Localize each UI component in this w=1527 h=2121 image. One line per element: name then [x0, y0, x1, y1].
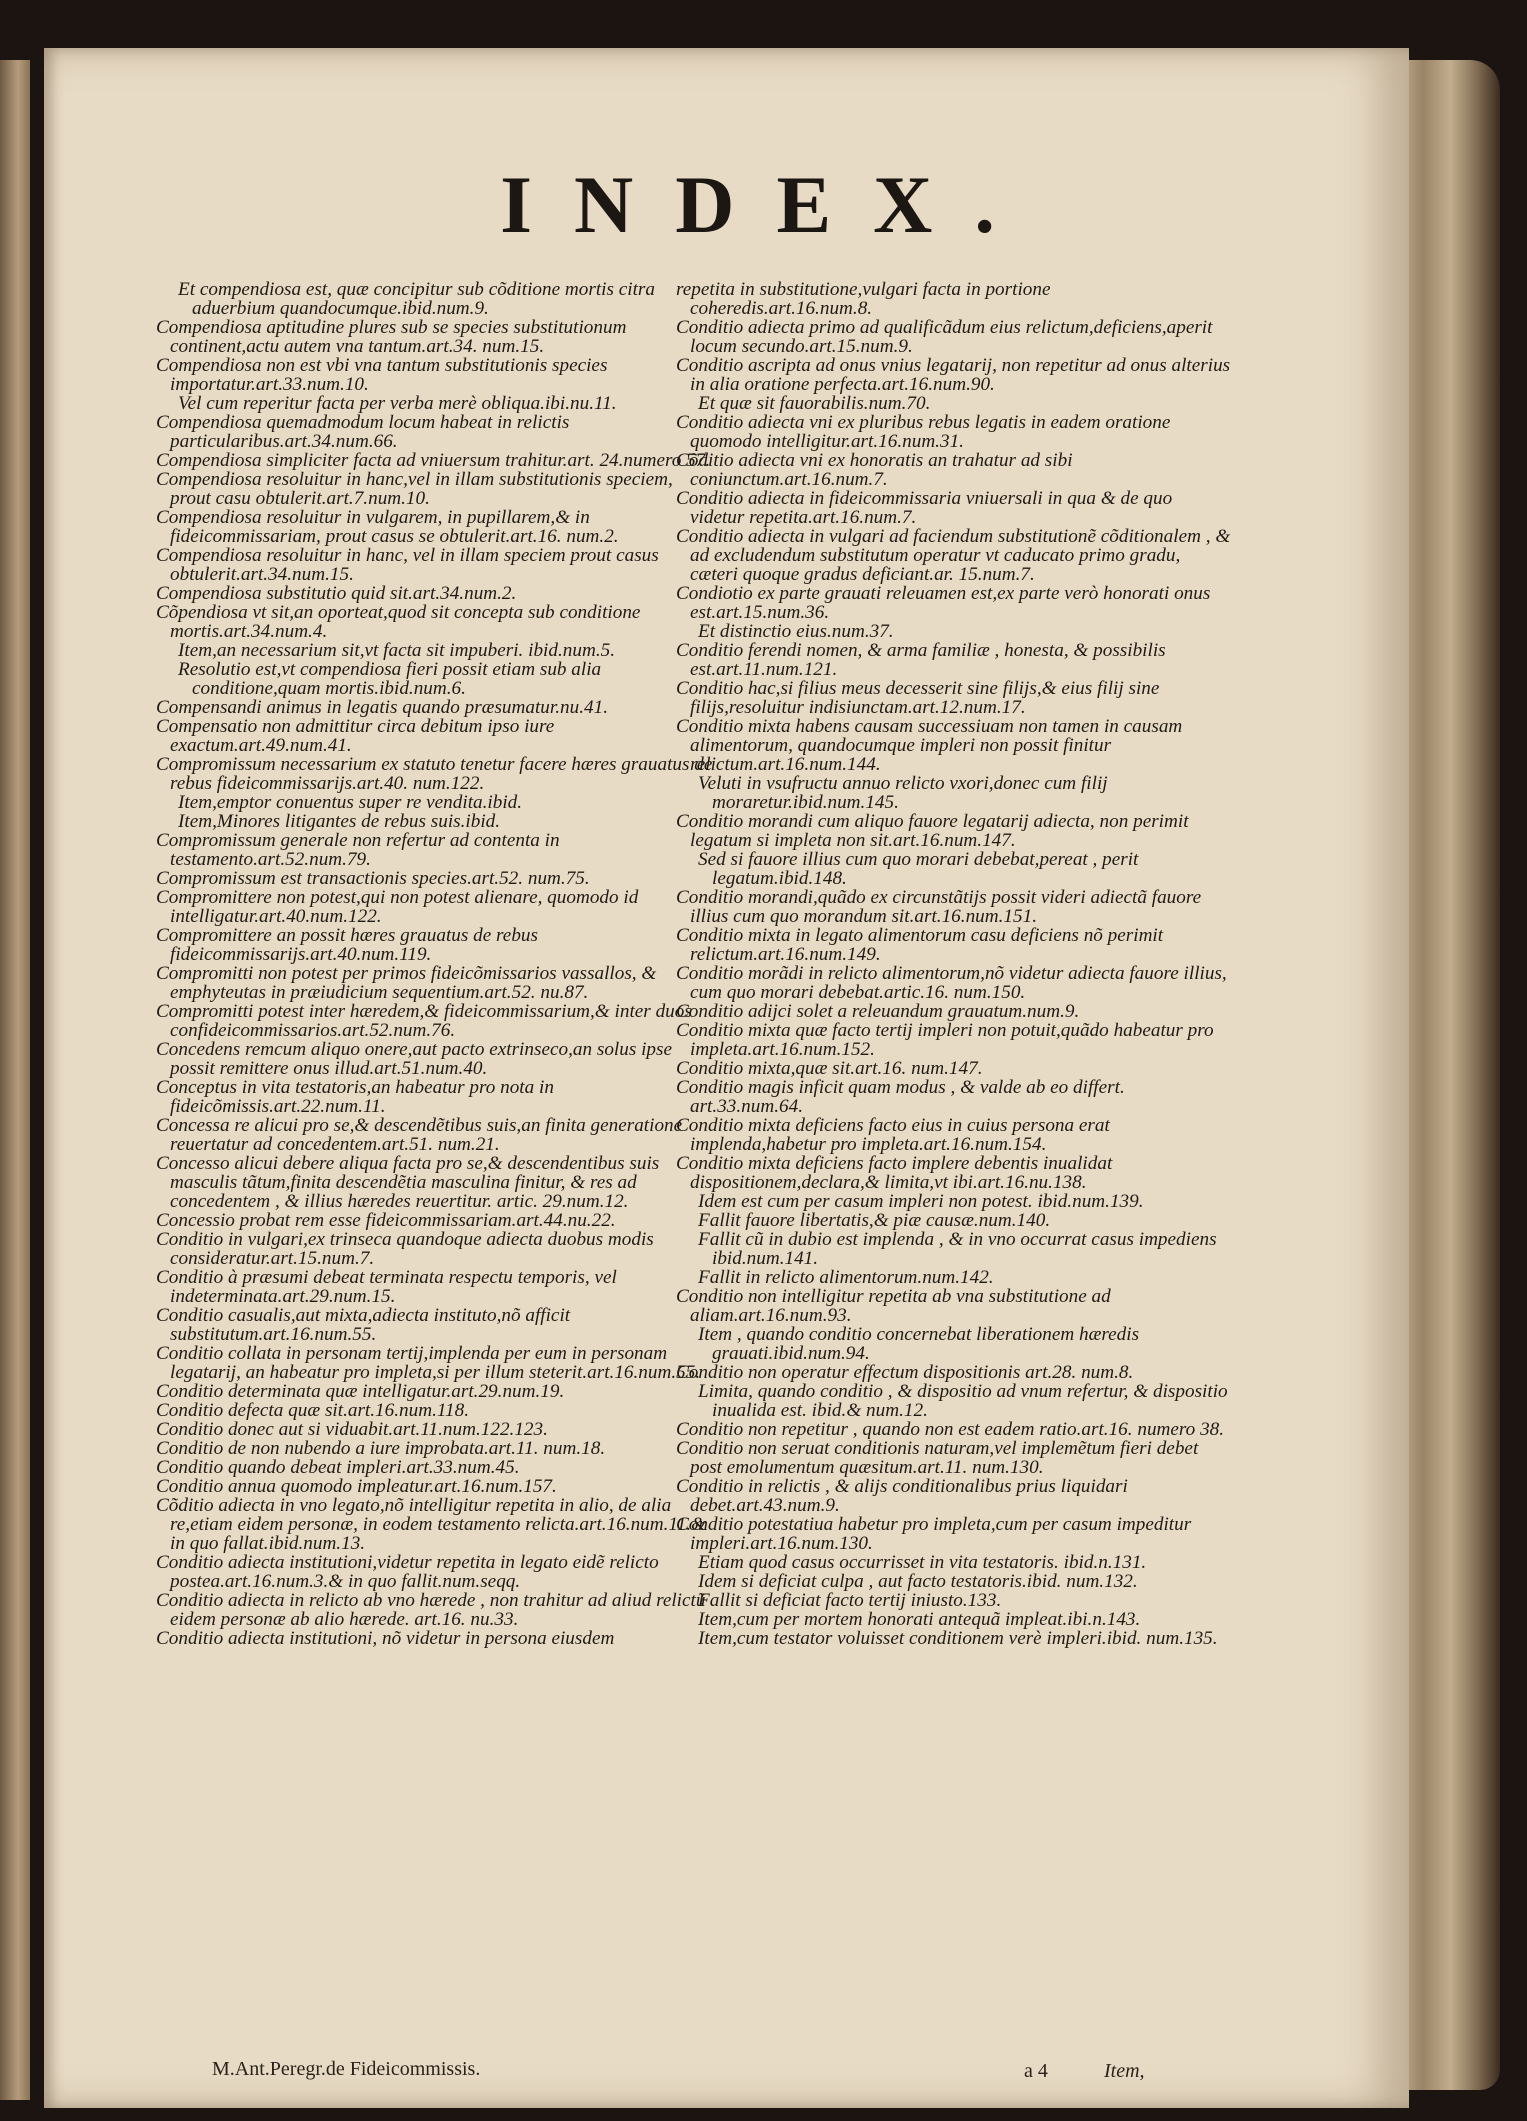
- index-entry: Conditio non intelligitur repetita ab vna substitutione ad aliam.art.16.num.93.: [676, 1286, 1111, 1326]
- index-entry: Conditio mixta deficiens facto eius in cuius persona erat implenda,habetur pro impleta.art.16.num.154.: [676, 1115, 1110, 1155]
- index-entry: Conditio mixta,quæ sit.art.16. num.147.: [676, 1058, 983, 1079]
- index-entry: Conditio annua quomodo impleatur.art.16.num.157.: [156, 1476, 557, 1497]
- index-entry: Compendiosa aptitudine plures sub se species substitutionum continent,actu autem vna tantum.art.34. num.15.: [156, 317, 627, 357]
- index-entry: Conditio potestatiua habetur pro impleta,cum per casum impeditur impleri.art.16.num.130.: [676, 1514, 1192, 1554]
- index-entry: Conditio in relictis , & alijs conditionalibus prius liquidari debet.art.43.num.9.: [676, 1476, 1128, 1516]
- index-entry: Conditio morãdi in relicto alimentorum,nõ videtur adiecta fauore illius, cum quo morari debebat.artic.16. num.150.: [676, 963, 1227, 1003]
- index-entry: Compendiosa non est vbi vna tantum substitutionis species importatur.art.33.num.10.: [156, 355, 608, 395]
- index-entry: Etiam quod casus occurrisset in vita testatoris. ibid.n.131.: [698, 1552, 1147, 1573]
- index-entry: Conditio adiecta primo ad qualificãdum eius relictum,deficiens,aperit locum secundo.art.15.num.9.: [676, 317, 1213, 357]
- index-column-left: [156, 280, 716, 1648]
- index-entry: Conditio mixta in legato alimentorum casu deficiens nõ perimit relictum.art.16.num.149.: [676, 925, 1164, 965]
- index-entry: Et quæ sit fauorabilis.num.70.: [698, 393, 931, 414]
- index-entry: Cõditio adiecta in vno legato,nõ intelligitur repetita in alio, de alia re,etiam eidem personæ, in eodem testamento relicta.art.16.num.11.& in quo fallat.ibid.num.13.: [156, 1495, 706, 1554]
- index-entry: Compromissum necessarium ex statuto tenetur facere hæres grauatus de rebus fideicommissarijs.art.40. num.122.: [156, 754, 713, 794]
- index-entry: Compensandi animus in legatis quando præsumatur.nu.41.: [156, 697, 609, 718]
- index-entry: Conditio ascripta ad onus vnius legatarij, non repetitur ad onus alterius in alia oratione perfecta.art.16.num.90.: [676, 355, 1231, 395]
- index-entry: Conditio mixta quæ facto tertij impleri non potuit,quãdo habeatur pro impleta.art.16.num.152.: [676, 1020, 1214, 1060]
- index-entry: Compendiosa resoluitur in vulgarem, in pupillarem,& in fideicommissariam, prout casus se obtulerit.art.16. num.2.: [156, 507, 619, 547]
- index-entry: Conditio in vulgari,ex trinseca quandoque adiecta duobus modis consideratur.art.15.num.7.: [156, 1229, 654, 1269]
- index-entry: Conditio donec aut si viduabit.art.11.num.122.123.: [156, 1419, 548, 1440]
- index-entry: Item,emptor conuentus super re vendita.ibid.: [178, 792, 523, 813]
- index-entry: Fallit in relicto alimentorum.num.142.: [698, 1267, 994, 1288]
- index-entry: Fallit cũ in dubio est implenda , & in vno occurrat casus impediens ibid.num.141.: [698, 1229, 1217, 1269]
- index-entry: Compromittere non potest,qui non potest alienare, quomodo id intelligatur.art.40.num.122.: [156, 887, 639, 927]
- index-entry: Conceptus in vita testatoris,an habeatur pro nota in fideicõmissis.art.22.num.11.: [156, 1077, 554, 1117]
- index-entry: repetita in substitutione,vulgari facta in portione coheredis.art.16.num.8.: [676, 279, 1051, 319]
- index-entry: Conditio adijci solet a releuandum grauatum.num.9.: [676, 1001, 1080, 1022]
- index-entry: Conditio non repetitur , quando non est eadem ratio.art.16. numero 38.: [676, 1419, 1225, 1440]
- index-entry: Compromitti non potest per primos fideicõmissarios vassallos, & emphyteutas in præiudicium sequentium.art.52. nu.87.: [156, 963, 657, 1003]
- index-entry: Compromissum generale non refertur ad contenta in testamento.art.52.num.79.: [156, 830, 560, 870]
- index-entry: Limita, quando conditio , & dispositio ad vnum refertur, & dispositio inualida est. ibid.& num.12.: [698, 1381, 1228, 1421]
- index-entry: Compromitti potest inter hæredem,& fideicommissarium,& inter duos confideicommissarios.art.52.num.76.: [156, 1001, 692, 1041]
- index-entry: Idem si deficiat culpa , aut facto testatoris.ibid. num.132.: [698, 1571, 1138, 1592]
- page-title: INDEX.: [500, 159, 1037, 250]
- index-entry: Conditio adiecta in vulgari ad faciendum substitutionẽ cõditionalem , & ad excludendum substitutum operatur vt caducato primo gradu, cæteri quoque gradus deficiant.ar. 15.num.7.: [676, 526, 1231, 585]
- index-entry: Resolutio est,vt compendiosa fieri possit etiam sub alia conditione,quam mortis.ibid.num.6.: [178, 659, 602, 699]
- index-entry: Compendiosa resoluitur in hanc,vel in illam substitutionis speciem, prout casu obtulerit.art.7.num.10.: [156, 469, 673, 509]
- index-entry: Veluti in vsufructu annuo relicto vxori,donec cum filij moraretur.ibid.num.145.: [698, 773, 1108, 813]
- signature-mark: a 4: [1024, 2060, 1048, 2082]
- index-entry: Fallit si deficiat facto tertij iniusto.133.: [698, 1590, 1002, 1611]
- index-entry: Compromittere an possit hæres grauatus de rebus fideicommissarijs.art.40.num.119.: [156, 925, 538, 965]
- index-entry: Compendiosa resoluitur in hanc, vel in illam speciem prout casus obtulerit.art.34.num.15.: [156, 545, 659, 585]
- index-entry: Item,cum per mortem honorati antequã impleat.ibi.n.143.: [698, 1609, 1141, 1630]
- index-entry: Compendiosa simpliciter facta ad vniuersum trahitur.art. 24.numero 57.: [156, 450, 711, 471]
- index-entry: Conditio adiecta vni ex pluribus rebus legatis in eadem oratione quomodo intelligitur.art.16.num.31.: [676, 412, 1171, 452]
- index-entry: Item,Minores litigantes de rebus suis.ibid.: [178, 811, 501, 832]
- index-entry: Conditio hac,si filius meus decesserit sine filijs,& eius filij sine filijs,resoluitur indisiunctam.art.12.num.17.: [676, 678, 1160, 718]
- index-entry: Conditio casualis,aut mixta,adiecta instituto,nõ afficit substitutum.art.16.num.55.: [156, 1305, 571, 1345]
- index-entry: Item , quando conditio concernebat liberationem hæredis grauati.ibid.num.94.: [698, 1324, 1140, 1364]
- index-entry: Conditio collata in personam tertij,implenda per eum in personam legatarij, an habeatur pro impleta,si per illum steterit.art.16.num.55.: [156, 1343, 701, 1383]
- index-entry: Cõditio adiecta vni ex honoratis an trahatur ad sibi coniunctum.art.16.num.7.: [676, 450, 1073, 490]
- index-entry: Conditio mixta deficiens facto implere debentis inualidat dispositionem,declara,& limita,vt ibi.art.16.nu.138.: [676, 1153, 1113, 1193]
- index-entry: Concedens remcum aliquo onere,aut pacto extrinseco,an solus ipse possit remittere onus illud.art.51.num.40.: [156, 1039, 673, 1079]
- index-entry: Sed si fauore illius cum quo morari debebat,pereat , perit legatum.ibid.148.: [698, 849, 1139, 889]
- index-entry: Conditio de non nubendo a iure improbata.art.11. num.18.: [156, 1438, 606, 1459]
- index-entry: Concessa re alicui pro se,& descendẽtibus suis,an finita generatione reuertatur ad concedentem.art.51. num.21.: [156, 1115, 683, 1155]
- index-entry: Compromissum est transactionis species.art.52. num.75.: [156, 868, 590, 889]
- index-entry: Conditio adiecta institutioni, nõ videtur in persona eiusdem: [156, 1628, 615, 1649]
- index-entry: Vel cum reperitur facta per verba merè obliqua.ibi.nu.11.: [178, 393, 617, 414]
- catchword: Item,: [1104, 2060, 1145, 2082]
- index-entry: Conditio adiecta institutioni,videtur repetita in legato eidẽ relicto postea.art.16.num.3.& in quo fallit.num.seqq.: [156, 1552, 659, 1592]
- index-entry: Concessio probat rem esse fideicommissariam.art.44.nu.22.: [156, 1210, 616, 1231]
- index-entry: Conditio adiecta in relicto ab vno hærede , non trahitur ad aliud relictũ eidem personæ ab alio hærede. art.16. nu.33.: [156, 1590, 706, 1630]
- index-entry: Cõpendiosa vt sit,an oporteat,quod sit concepta sub conditione mortis.art.34.num.4.: [156, 602, 641, 642]
- index-entry: Conditio adiecta in fideicommissaria vniuersali in qua & de quo videtur repetita.art.16.num.7.: [676, 488, 1173, 528]
- index-entry: Condiotio ex parte grauati releuamen est,ex parte verò honorati onus est.art.15.num.36.: [676, 583, 1211, 623]
- index-entry: Et distinctio eius.num.37.: [698, 621, 894, 642]
- index-entry: Compendiosa substitutio quid sit.art.34.num.2.: [156, 583, 517, 604]
- index-entry: Idem est cum per casum impleri non potest. ibid.num.139.: [698, 1191, 1144, 1212]
- index-entry: Compendiosa quemadmodum locum habeat in relictis particularibus.art.34.num.66.: [156, 412, 570, 452]
- index-entry: Conditio magis inficit quam modus , & valde ab eo differt. art.33.num.64.: [676, 1077, 1125, 1117]
- index-entry: Conditio defecta quæ sit.art.16.num.118.: [156, 1400, 470, 1421]
- left-page-spine: [0, 60, 30, 2100]
- running-footer-title: M.Ant.Peregr.de Fideicommissis.: [212, 2058, 481, 2080]
- index-entry: Conditio mixta habens causam successiuam non tamen in causam alimentorum, quandocumque impleri non possit finitur relictum.art.16.num.144.: [676, 716, 1183, 775]
- index-entry: Concesso alicui debere aliqua facta pro se,& descendentibus suis masculis tãtum,finita descendẽtia masculina finitur, & res ad concedentem , & illius hæredes reuertitur. artic. 29.num.12.: [156, 1153, 660, 1212]
- book-page: [44, 48, 1409, 2108]
- index-entry: Et compendiosa est, quæ concipitur sub cõditione mortis citra aduerbium quandocumque.ibid.num.9.: [178, 279, 655, 319]
- index-entry: Item,cum testator voluisset conditionem verè impleri.ibid. num.135.: [698, 1628, 1218, 1649]
- index-entry: Conditio determinata quæ intelligatur.art.29.num.19.: [156, 1381, 565, 1402]
- index-entry: Item,an necessarium sit,vt facta sit impuberi. ibid.num.5.: [178, 640, 616, 661]
- index-entry: Conditio à præsumi debeat terminata respectu temporis, vel indeterminata.art.29.num.15.: [156, 1267, 617, 1307]
- index-column-right: [676, 280, 1231, 1648]
- index-entry: Conditio morandi cum aliquo fauore legatarij adiecta, non perimit legatum si impleta non sit.art.16.num.147.: [676, 811, 1189, 851]
- index-entry: Conditio ferendi nomen, & arma familiæ , honesta, & possibilis est.art.11.num.121.: [676, 640, 1166, 680]
- index-entry: Compensatio non admittitur circa debitum ipso iure exactum.art.49.num.41.: [156, 716, 555, 756]
- index-entry: Fallit fauore libertatis,& piæ causæ.num.140.: [698, 1210, 1051, 1231]
- index-entry: Conditio non seruat conditionis naturam,vel implemẽtum fieri debet post emolumentum quæsitum.art.11. num.130.: [676, 1438, 1199, 1478]
- index-entry: Conditio non operatur effectum dispositionis art.28. num.8.: [676, 1362, 1134, 1383]
- index-entry: Conditio morandi,quãdo ex circunstãtijs possit videri adiectã fauore illius cum quo morandum sit.art.16.num.151.: [676, 887, 1202, 927]
- index-entry: Conditio quando debeat impleri.art.33.num.45.: [156, 1457, 520, 1478]
